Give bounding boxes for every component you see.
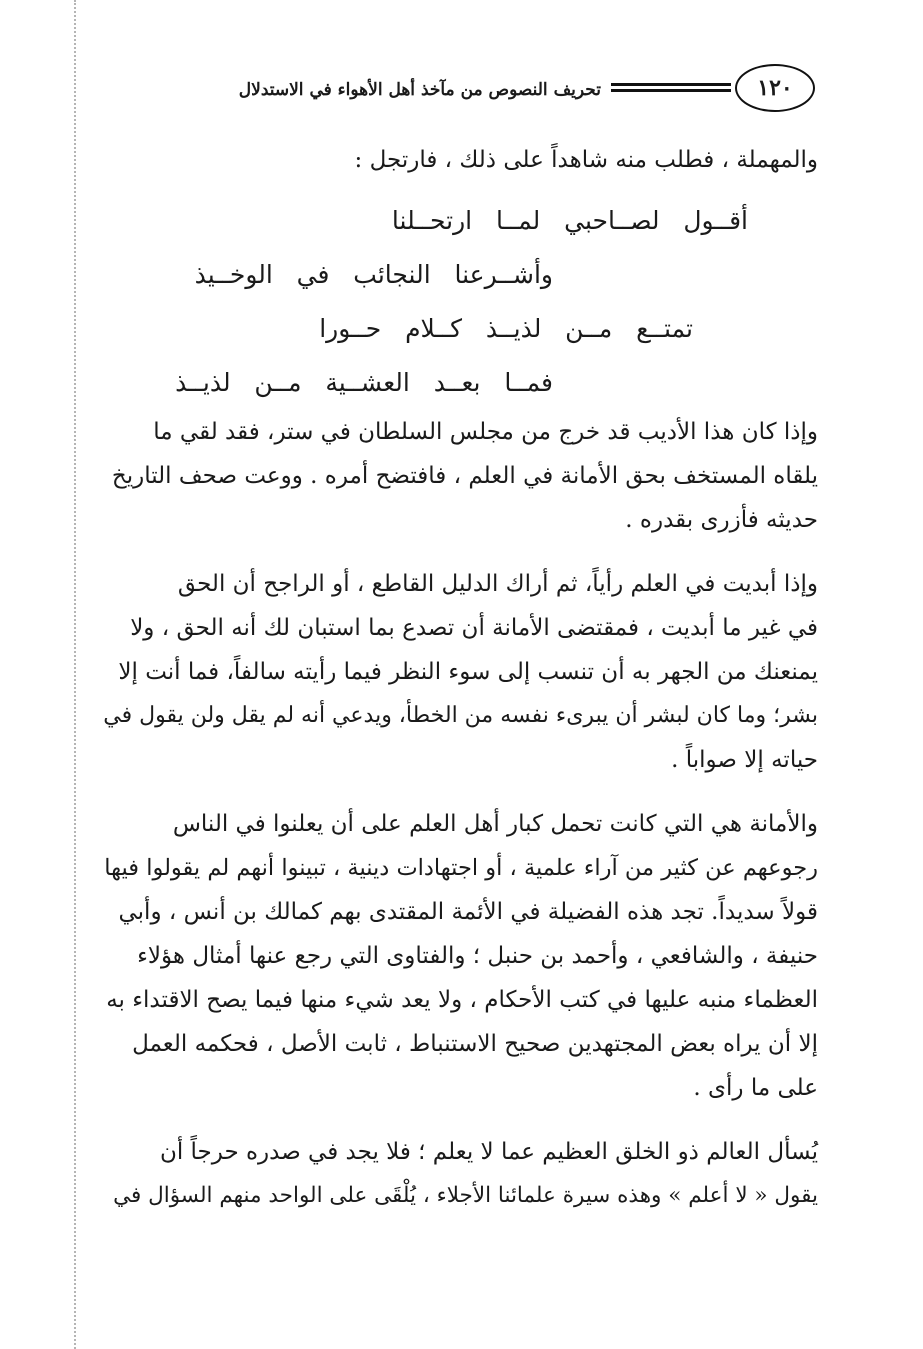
paragraph-1-line-1: وإذا كان هذا الأديب قد خرج من مجلس السلطان في ستر، فقد لقي ما bbox=[153, 419, 818, 445]
page-number-badge: ١٢٠ bbox=[735, 64, 815, 112]
running-title: تحريف النصوص من مآخذ أهل الأهواء في الاستدلال bbox=[238, 80, 601, 100]
paragraph-2-line-1: وإذا أبديت في العلم رأياً، ثم أراك الدليل القاطع ، أو الراجح أن الحق bbox=[177, 571, 818, 597]
paragraph-2-line-4: بشر؛ وما كان لبشر أن يبرىء نفسه من الخطأ، ويدعي أنه لم يقل ولن يقول في bbox=[103, 703, 818, 728]
header-rule-top bbox=[611, 83, 731, 86]
scan-edge-dotted-line bbox=[74, 0, 76, 1349]
paragraph-1-line-2: يلقاه المستخف بحق الأمانة في العلم ، فافتضح أمره . ووعت صحف التاريخ bbox=[111, 463, 818, 489]
paragraph-4-line-2: يقول « لا أعلم » وهذه سيرة علمائنا الأجلاء ، يُلْقَى على الواحد منهم السؤال في bbox=[113, 1183, 818, 1208]
page-header bbox=[95, 64, 815, 124]
paragraph-2-line-5: حياته إلا صواباً . bbox=[671, 747, 818, 773]
paragraph-3-line-5: العظماء منبه عليها في كتب الأحكام ، ولا يعد شيء منها فيما يصح الاقتداء به bbox=[106, 987, 818, 1013]
verse-line-4: فمــا بعــد العشــية مــن لذيــذ bbox=[175, 368, 553, 397]
paragraph-2-line-3: يمنعنك من الجهر به أن تنسب إلى سوء النظر فيما رأيته سالفاً، فما أنت إلا bbox=[118, 659, 818, 685]
spacer bbox=[100, 1110, 818, 1130]
paragraph-3-line-4: حنيفة ، والشافعي ، وأحمد بن حنبل ؛ والفتاوى التي رجع عنها أمثال هؤلاء bbox=[137, 943, 818, 969]
paragraph-3-line-2: رجوعهم عن كثير من آراء علمية ، أو اجتهادات دينية ، تبينوا أنهم لم يقولوا فيها bbox=[104, 855, 818, 881]
spacer bbox=[100, 782, 818, 802]
paragraph-3-line-7: على ما رأى . bbox=[693, 1075, 818, 1101]
header-rule-bottom bbox=[611, 89, 731, 92]
verse-line-3: تمتــع مــن لذيــذ كــلام حــورا bbox=[319, 314, 693, 343]
paragraph-3-line-1: والأمانة هي التي كانت تحمل كبار أهل العلم على أن يعلنوا في الناس bbox=[172, 811, 818, 837]
paragraph-4-line-1: يُسأل العالم ذو الخلق العظيم عما لا يعلم ؛ فلا يجد في صدره حرجاً أن bbox=[159, 1139, 818, 1165]
header-double-rule bbox=[611, 83, 731, 93]
verse-line-2: وأشــرعنا النجائب في الوخــيذ bbox=[194, 260, 553, 289]
verse-line-1: أقــول لصــاحبي لمــا ارتحــلنا bbox=[391, 206, 748, 235]
spacer bbox=[100, 542, 818, 562]
paragraph-3-line-6: إلا أن يراه بعض المجتهدين صحيح الاستنباط ، ثابت الأصل ، فحكمه العمل bbox=[132, 1031, 818, 1057]
page-body bbox=[100, 138, 818, 1218]
paragraph-3-line-3: قولاً سديداً. تجد هذه الفضيلة في الأئمة المقتدى بهم كمالك بن أنس ، وأبي bbox=[118, 899, 818, 925]
intro-line: والمهملة ، فطلب منه شاهداً على ذلك ، فارتجل : bbox=[354, 147, 818, 173]
paragraph-2-line-2: في غير ما أبديت ، فمقتضى الأمانة أن تصدع بما استبان لك أنه الحق ، ولا bbox=[130, 615, 818, 641]
paragraph-1-line-3: حديثه فأزرى بقدره . bbox=[625, 507, 818, 533]
spacer bbox=[100, 182, 818, 194]
